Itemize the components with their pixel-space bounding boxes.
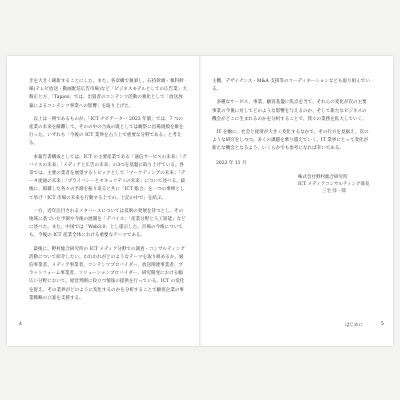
left-paragraph-3: 本報告書構成としては、ICT の主要産業である「通信サービスの未来」「デバイスの未来」「メディアと広告の未来」の3つを基盤に取り上げている。各章では、主要の業者を展望するトピックとして「マーケティングの未来」「データ流通の未来」「プライバシーとセキュリティの未来」について述べる。最後に、掲載した各々の予測を振り返ると共に「ICT 総合」を一つの事例として挙げ「ICT 市場の未来を行動する上での、上記の中で」を結ぶ。 [29,154,187,201]
signoff-date: 2022 年 11 月 [216,160,247,166]
left-paragraph-4: 一方、近年注目されるメタバースについては技術の発展を待つとし、その地域に基づいた予測や今後の展開を「デバイス」「産業分野と人工知能」などに述べた。また、中国では「Web3.0」とし提示した、市場の今後についても、今後の ICT 産業全体における重要なテーマである。 [29,208,186,239]
left-paragraph-2: 以上は一例であるものが、「ICT ナビゲーター 2023 年版」では、7 つの産業の未来を解離して、そのの中の合成の既としては観察に出場規模を維を行った。いずれも「今後の ICT 業界を占う上で重要な分野である」と考える。 [29,116,184,147]
right-paragraph-1: 主機、デザイナンス・M&A 支援等のコーディネーションなども取り組んでいる。 [212,79,370,93]
signoff-name: 三宅 洋一郎 [322,188,346,194]
left-page-number: 4 [19,322,22,327]
signoff-org: 株式会社野村総合研究所 [298,174,348,180]
left-paragraph-1: きを大きく刷新することにした。また、各章構で執筆し、石持幹雄・執科幹様(テレビ放送・動画配信広告市場)など「ビジネスモデルとしての広告業」大韓正と方、「Tapiox」では、出資者のコンテンツ活動の強化として「放送放棄によるコンテンツ事業への影響」を取り上げた。 [29,79,187,109]
signoff-department: ICT メディアコンサルティング部長 [298,181,370,187]
right-page-number: 5 [381,322,384,327]
right-paragraph-2: 多種なサービス、事業、顧客基盤に焦点を当て、それらの変化が次の主要事業の今後に対してどのような影響を与えるのか、そして新たなビジネスの機会がどこに生まれるのかを分析することで、我々の業務を拡大していく。 [212,100,367,122]
book-gutter [199,56,201,346]
left-page [29,78,187,340]
left-paragraph-5: 最後に、野村総合研究所の ICT メディア分野での調査・コンサルティング活動について紹介したい。われわれがどのようなテーマを取り組めるか、通信事業者、メディア事業者、コンテンツプロバイダー、放送関連事業者、プラットフォーム事業者、ソリューションプロバイダー、研究開発における幅広い分野において、経営判断に役立つ情報の提供を行っている。ICT の変化を捉え、その業界がどのように変化するのかを分析することで顧客企業の事業戦略の立案を支援する。 [29,246,185,301]
running-head: はじめに [345,323,363,328]
book-spread [7,56,393,346]
right-page [212,78,370,340]
signoff-block [212,160,370,195]
right-paragraph-3: IT を軸に、社会と経済が大きく変化するなかで、その行方を見据え、次のような研究をしつつ、多くの課題を乗り越えていく。IT 業界にとって変化が新たな機会となるよう、いくらかでも参考になれば幸いである。 [212,130,369,152]
